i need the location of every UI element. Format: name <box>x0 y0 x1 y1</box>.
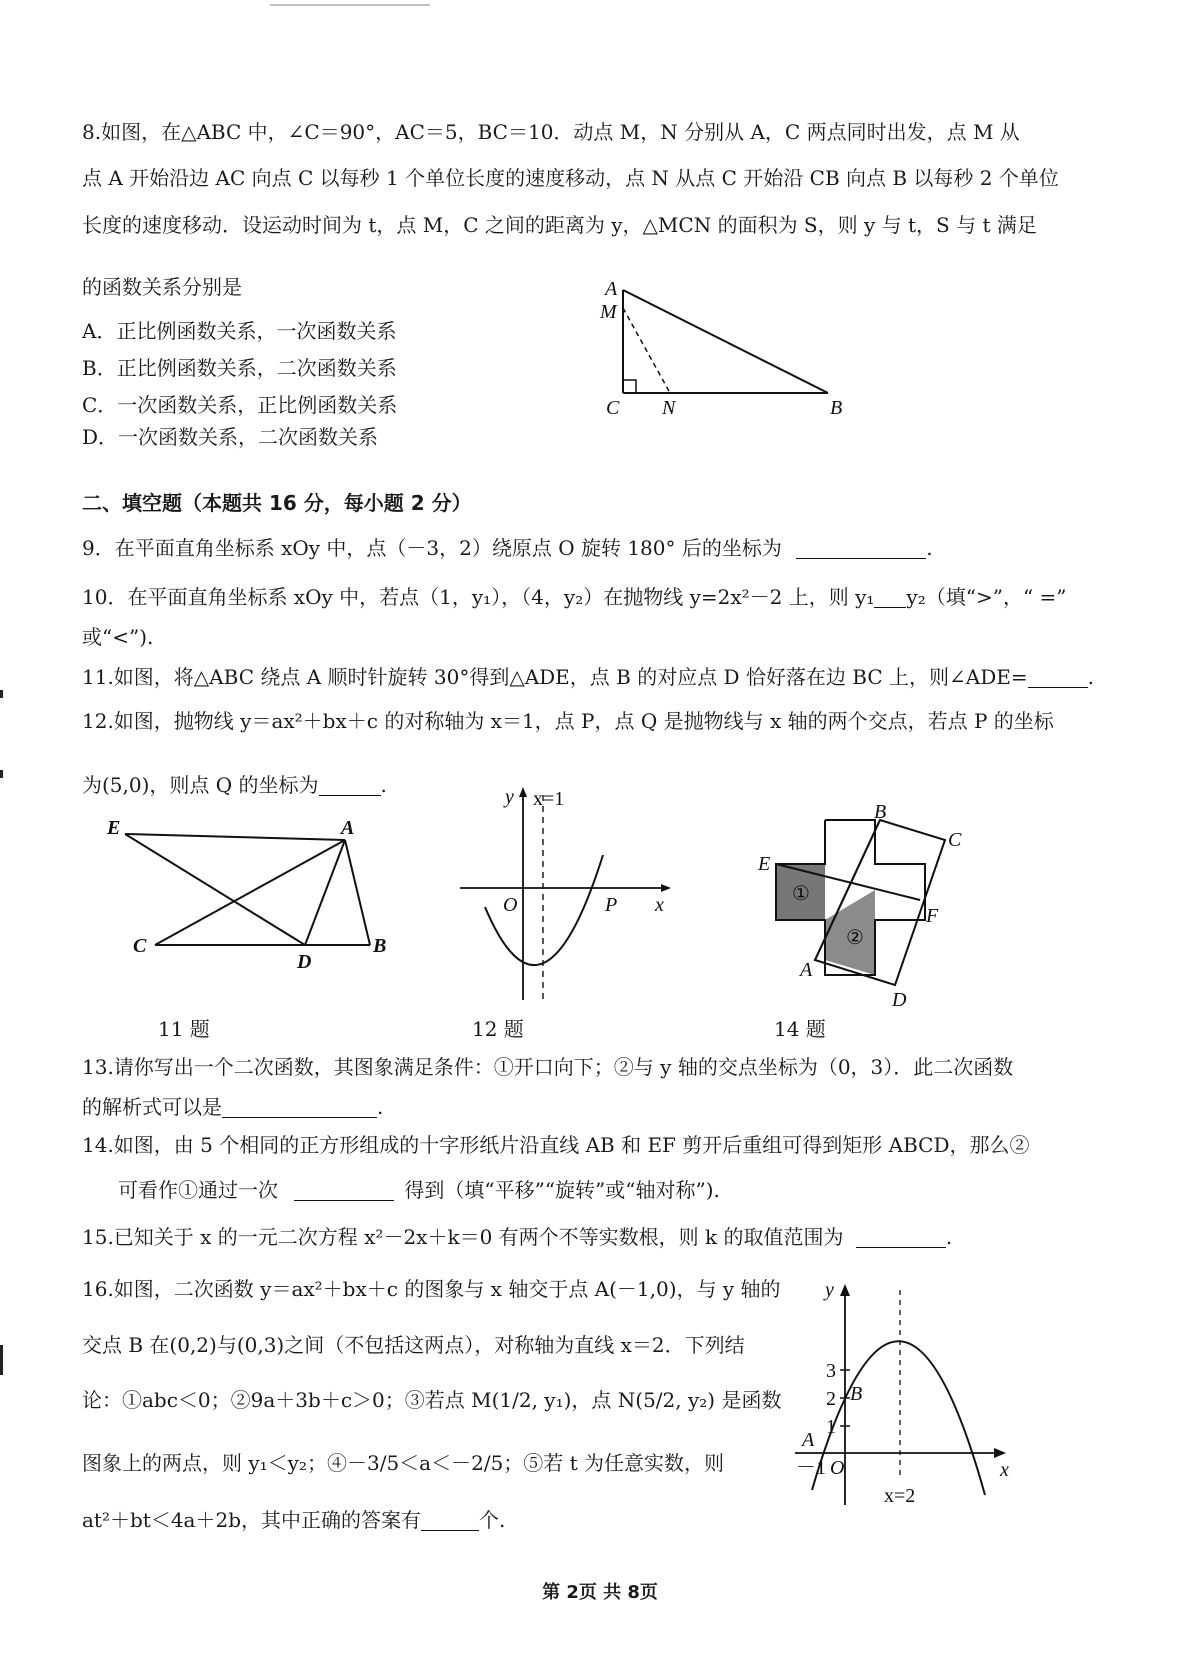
q16-text-a: at²＋bt＜4a＋2b，其中正确的答案有 <box>82 1508 421 1532</box>
label-a: A <box>800 959 813 981</box>
label-x: x <box>1000 1459 1009 1481</box>
q15-end: . <box>945 1225 953 1249</box>
label-d: D <box>297 951 312 973</box>
x-axis-arrow <box>994 1448 1006 1458</box>
label-b: B <box>874 801 887 823</box>
q16-text-b: 个. <box>479 1508 506 1532</box>
side-ab <box>623 290 828 393</box>
q16-line-2: 交点 B 在(0,2)与(0,3)之间（不包括这两点），对称轴为直线 x＝2．下列结 <box>82 1333 745 1357</box>
label-a: A <box>802 1429 815 1451</box>
label-axis: x=2 <box>884 1485 916 1507</box>
q8-option-b: B．正比例函数关系，二次函数关系 <box>82 356 397 380</box>
segment-ed <box>125 834 305 945</box>
q9-answer-blank[interactable] <box>796 536 926 559</box>
scan-edge-mark <box>0 1345 3 1375</box>
page-footer: 第 2页 共 8页 <box>542 1582 658 1603</box>
figure-16 <box>790 1280 1020 1510</box>
label-b: B <box>850 1383 863 1405</box>
label-b: B <box>373 935 387 957</box>
q10-line-1 <box>82 582 1067 612</box>
q10-text-b: y₂（填“>”，“ =” <box>906 585 1067 609</box>
q15-answer-blank[interactable] <box>856 1225 946 1248</box>
label-e: E <box>758 853 771 875</box>
q8-line-1: 8.如图，在△ABC 中，∠C＝90°，AC＝5，BC＝10．动点 M，N 分别从 A，C 两点同时出发，点 M 从 <box>82 120 1020 144</box>
label-a: A <box>341 817 355 839</box>
q8-line-4: 的函数关系分别是 <box>82 275 242 299</box>
q10-answer-blank[interactable] <box>874 585 906 608</box>
q10-text-a: 10．在平面直角坐标系 xOy 中，若点（1，y₁），（4，y₂）在抛物线 y=2x²－2 上，则 y₁ <box>82 585 875 609</box>
q13-text: 的解析式可以是 <box>82 1095 222 1119</box>
label-b: B <box>830 397 843 419</box>
scan-artifact <box>270 4 430 6</box>
segment-ad <box>305 840 345 945</box>
label-f: F <box>926 905 939 927</box>
q11-answer-blank[interactable] <box>1028 665 1088 688</box>
x-axis-arrow <box>661 884 671 892</box>
q13-line-1: 13.请你写出一个二次函数，其图象满足条件：①开口向下；②与 y 轴的交点坐标为（0，3）．此二次函数 <box>82 1055 1014 1079</box>
label-y: y <box>825 1279 834 1301</box>
q14-line-2 <box>118 1175 720 1205</box>
figure-14-caption: 14 题 <box>774 1017 826 1041</box>
q9-text: 9．在平面直角坐标系 xOy 中，点（－3，2）绕原点 O 旋转 180° 后的坐标为 <box>82 536 782 560</box>
section-title: 二、填空题（本题共 16 分，每小题 2 分） <box>82 491 472 515</box>
q16-line-1: 16.如图，二次函数 y＝ax²＋bx＋c 的图象与 x 轴交于点 A(－1,0)，与 y 轴的 <box>82 1277 781 1301</box>
figure-11 <box>105 817 405 973</box>
label-c: C <box>606 397 620 419</box>
q9 <box>82 533 933 563</box>
q11-end: . <box>1087 665 1094 689</box>
q16-answer-blank[interactable] <box>421 1508 479 1531</box>
q15-text: 15.已知关于 x 的一元二次方程 x²－2x＋k＝0 有两个不等实数根，则 k 的取值范围为 <box>82 1225 844 1249</box>
label-region-2: ② <box>846 927 864 949</box>
q12-end: . <box>380 773 387 797</box>
q8-triangle-figure <box>590 280 850 420</box>
y-axis-arrow <box>519 787 527 797</box>
q11-text: 11.如图，将△ABC 绕点 A 顺时针旋转 30°得到△ADE，点 B 的对应点 D 恰好落在边 BC 上，则∠ADE= <box>82 665 1028 689</box>
q11 <box>82 662 1094 692</box>
q14-text-b: 得到（填“平移”“旋转”或“轴对称”). <box>404 1178 720 1202</box>
y-axis-arrow <box>840 1284 850 1296</box>
q13-line-2 <box>82 1092 383 1122</box>
segment-ca <box>155 840 345 945</box>
label-x: x <box>655 894 664 916</box>
label-2: 2 <box>826 1388 836 1410</box>
label-axis: x=1 <box>533 788 565 810</box>
figure-11-caption: 11 题 <box>158 1017 210 1041</box>
q16-line-5 <box>82 1505 505 1535</box>
label-a: A <box>605 278 618 300</box>
label-n: N <box>662 397 676 419</box>
q8-option-a: A．正比例函数关系，一次函数关系 <box>82 319 397 343</box>
q12-line-1: 12.如图，抛物线 y＝ax²＋bx＋c 的对称轴为 x＝1，点 P，点 Q 是抛物线与 x 轴的两个交点，若点 P 的坐标 <box>82 709 1054 733</box>
q14-answer-blank[interactable] <box>294 1178 394 1201</box>
label-3: 3 <box>826 1360 836 1382</box>
label-d: D <box>892 989 907 1011</box>
q13-end: . <box>377 1095 384 1119</box>
figure-12-caption: 12 题 <box>472 1017 524 1041</box>
q12-text: 为(5,0)，则点 Q 的坐标为 <box>82 773 319 797</box>
q10-line-2: 或“<”). <box>82 625 154 649</box>
label-o: O <box>830 1457 845 1479</box>
label-y: y <box>505 786 514 808</box>
q12-answer-blank[interactable] <box>319 773 381 796</box>
q14-text-a: 可看作①通过一次 <box>118 1178 278 1202</box>
q8-line-2: 点 A 开始沿边 AC 向点 C 以每秒 1 个单位长度的速度移动，点 N 从点 C 开始沿 CB 向点 B 以每秒 2 个单位 <box>82 166 1059 190</box>
label-p: P <box>605 894 618 916</box>
q14-line-1: 14.如图，由 5 个相同的正方形组成的十字形纸片沿直线 AB 和 EF 剪开后重组可得到矩形 ABCD，那么② <box>82 1133 1030 1157</box>
q13-answer-blank[interactable] <box>222 1095 377 1118</box>
q8-line-3: 长度的速度移动．设运动时间为 t，点 M，C 之间的距离为 y，△MCN 的面积为 S，则 y 与 t，S 与 t 满足 <box>82 213 1037 237</box>
label-c: C <box>948 829 962 851</box>
q8-option-d: D．一次函数关系，二次函数关系 <box>82 425 379 449</box>
scan-edge-mark <box>0 770 3 778</box>
q12-line-2 <box>82 770 387 800</box>
right-angle-mark <box>623 380 636 393</box>
label-c: C <box>133 935 147 957</box>
q8-option-c: C．一次函数关系，正比例函数关系 <box>82 393 398 417</box>
segment-ea <box>125 834 345 840</box>
figure-14 <box>758 801 970 1011</box>
scan-edge-mark <box>0 690 3 698</box>
q16-line-4: 图象上的两点，则 y₁＜y₂；④－3/5＜a＜－2/5；⑤若 t 为任意实数，则 <box>82 1451 725 1475</box>
q16-line-3: 论：①abc＜0；②9a＋3b＋c＞0；③若点 M(1/2, y₁)，点 N(5/2, y₂) 是函数 <box>82 1388 782 1412</box>
label-o: O <box>503 894 518 916</box>
label-neg-1: －1 <box>796 1457 826 1479</box>
q15 <box>82 1222 952 1252</box>
label-e: E <box>107 817 121 839</box>
label-region-1: ① <box>792 883 810 905</box>
label-1: 1 <box>826 1416 836 1438</box>
segment-ab <box>345 840 370 945</box>
label-m: M <box>600 301 617 323</box>
figure-12 <box>455 785 685 1005</box>
q9-end: . <box>926 536 933 560</box>
